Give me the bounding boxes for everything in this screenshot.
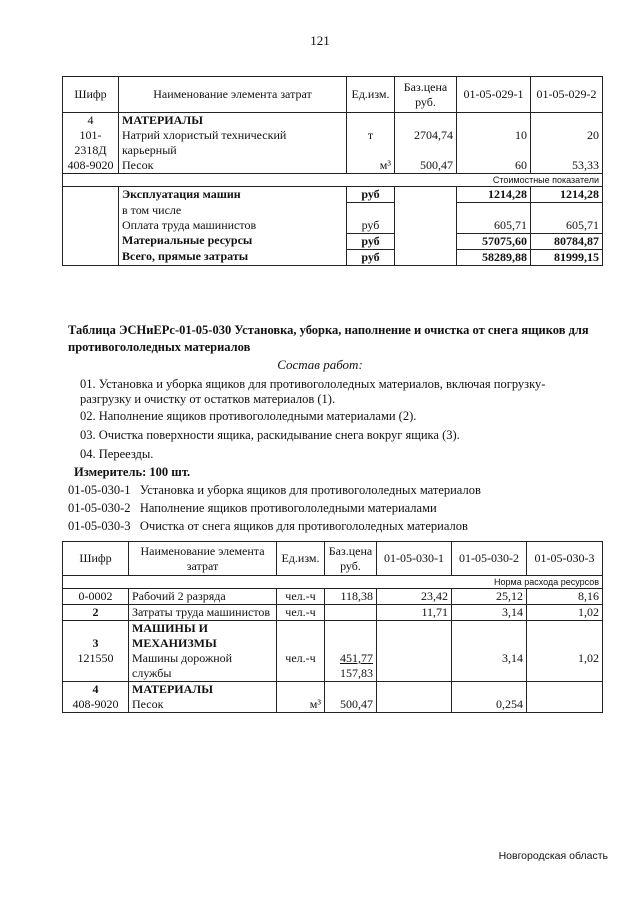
- resource-table-029: [62, 76, 603, 266]
- cost-indicators-header: Стоимостные показатели: [63, 174, 603, 187]
- work-item: разгрузку и очистку от остатков материалов (1).: [80, 392, 336, 406]
- row-name: Песок: [129, 697, 277, 713]
- materials-title: МАТЕРИАЛЫ: [129, 682, 277, 698]
- row-value: 23,42: [377, 589, 452, 605]
- row-unit: м³: [347, 158, 395, 174]
- row-unit: руб: [347, 233, 395, 249]
- item-line: [68, 482, 481, 499]
- table-row: [63, 697, 603, 713]
- header-unit: Ед.изм.: [277, 542, 325, 576]
- header-code: Шифр: [63, 77, 119, 113]
- row-unit: чел.-ч: [277, 605, 325, 621]
- table-row: [63, 233, 603, 249]
- item-code: 01-05-030-2: [68, 501, 131, 515]
- table-row: [63, 651, 603, 682]
- row-name: Всего, прямые затраты: [119, 249, 347, 265]
- row-unit: м³: [277, 697, 325, 713]
- row-unit: т: [347, 128, 395, 158]
- row-value: 1214,28: [531, 187, 603, 203]
- header-col-3: 01-05-030-3: [527, 542, 603, 576]
- row-price: [325, 651, 377, 682]
- work-item: 04. Переезды.: [80, 447, 154, 461]
- row-code: 101-2318Д: [63, 128, 119, 158]
- norm-header: Норма расхода ресурсов: [63, 576, 603, 589]
- row-name: в том числе: [119, 203, 347, 218]
- table-row: [63, 682, 603, 698]
- materials-title: МАТЕРИАЛЫ: [119, 113, 347, 129]
- row-value: 57075,60: [457, 233, 531, 249]
- price-denominator: 157,83: [340, 666, 373, 680]
- header-name: Наименование элемента затрат: [129, 542, 277, 576]
- row-name: Песок: [119, 158, 347, 174]
- composition-label: Состав работ:: [277, 357, 363, 372]
- row-value: 3,14: [452, 651, 527, 682]
- table-row: [63, 158, 603, 174]
- row-value: 605,71: [457, 218, 531, 234]
- row-code: 2: [63, 605, 129, 621]
- header-col-2: 01-05-029-2: [531, 77, 603, 113]
- row-unit: чел.-ч: [277, 589, 325, 605]
- row-price: 500,47: [325, 697, 377, 713]
- item-name: Очистка от снега ящиков для противогололедных материалов: [139, 519, 468, 533]
- item-name: Наполнение ящиков противогололедными материалами: [139, 501, 437, 515]
- resource-table-030: [62, 541, 603, 713]
- table-row: [63, 203, 603, 218]
- row-value: 20: [531, 128, 603, 158]
- item-code: 01-05-030-3: [68, 519, 131, 533]
- header-name: Наименование элемента затрат: [119, 77, 347, 113]
- header-code: Шифр: [63, 542, 129, 576]
- row-value: 3,14: [452, 605, 527, 621]
- row-value: 1,02: [527, 605, 603, 621]
- table-row: [63, 605, 603, 621]
- header-base-price: Баз.цена руб.: [325, 542, 377, 576]
- row-value: 60: [457, 158, 531, 174]
- row-value: 81999,15: [531, 249, 603, 265]
- row-name: Затраты труда машинистов: [129, 605, 277, 621]
- header-col-1: 01-05-030-1: [377, 542, 452, 576]
- table-row: [63, 128, 603, 158]
- price-numerator: 451,77: [340, 651, 373, 665]
- item-code: 01-05-030-1: [68, 483, 131, 497]
- item-line: [68, 518, 468, 535]
- row-value: 1214,28: [457, 187, 531, 203]
- row-value: 0,254: [452, 697, 527, 713]
- row-name: Эксплуатация машин: [119, 187, 347, 203]
- table-row: [63, 589, 603, 605]
- row-value: 1,02: [527, 651, 603, 682]
- machines-code: 3: [63, 621, 129, 652]
- table-row: [63, 249, 603, 265]
- row-name: Оплата труда машинистов: [119, 218, 347, 234]
- row-price: 2704,74: [395, 128, 457, 158]
- row-value: 8,16: [527, 589, 603, 605]
- table-row: [63, 113, 603, 129]
- row-unit: чел.-ч: [277, 651, 325, 682]
- row-code: 0-0002: [63, 589, 129, 605]
- materials-code: 4: [63, 113, 119, 129]
- table-row: [63, 621, 603, 652]
- item-line: [68, 500, 437, 517]
- table-title: Таблица ЭСНиЕРс-01-05-030 Установка, уборка, наполнение и очистка от снега ящиков для противогололедных материалов: [68, 323, 589, 354]
- row-value: 25,12: [452, 589, 527, 605]
- work-item: 01. Установка и уборка ящиков для противогололедных материалов, включая погрузку-: [80, 377, 546, 391]
- row-name: Рабочий 2 разряда: [129, 589, 277, 605]
- header-unit: Ед.изм.: [347, 77, 395, 113]
- row-value: 11,71: [377, 605, 452, 621]
- row-value: 53,33: [531, 158, 603, 174]
- row-unit: руб: [347, 187, 395, 203]
- row-value: 605,71: [531, 218, 603, 234]
- row-value: 10: [457, 128, 531, 158]
- header-base-price: Баз.цена руб.: [395, 77, 457, 113]
- row-price: 118,38: [325, 589, 377, 605]
- row-value: 58289,88: [457, 249, 531, 265]
- table-row: [63, 218, 603, 234]
- work-item: 03. Очистка поверхности ящика, раскидывание снега вокруг ящика (3).: [80, 428, 460, 442]
- row-unit: руб: [347, 249, 395, 265]
- item-name: Установка и уборка ящиков для противогололедных материалов: [139, 483, 481, 497]
- row-value: 80784,87: [531, 233, 603, 249]
- machines-title: МАШИНЫ И МЕХАНИЗМЫ: [129, 621, 277, 652]
- page-number: 121: [310, 33, 330, 48]
- row-name: Материальные ресурсы: [119, 233, 347, 249]
- materials-code: 4: [63, 682, 129, 698]
- row-name: Натрий хлористый технический карьерный: [119, 128, 347, 158]
- region-footer: Новгородская область: [498, 850, 608, 862]
- row-name: Машины дорожной службы: [129, 651, 277, 682]
- work-item: 02. Наполнение ящиков противогололедными материалами (2).: [80, 409, 417, 423]
- row-code: 121550: [63, 651, 129, 682]
- row-code: 408-9020: [63, 697, 129, 713]
- table-row: [63, 187, 603, 203]
- header-col-1: 01-05-029-1: [457, 77, 531, 113]
- row-code: 408-9020: [63, 158, 119, 174]
- row-price: 500,47: [395, 158, 457, 174]
- header-col-2: 01-05-030-2: [452, 542, 527, 576]
- meter-label: Измеритель: 100 шт.: [74, 465, 191, 479]
- row-unit: руб: [347, 218, 395, 234]
